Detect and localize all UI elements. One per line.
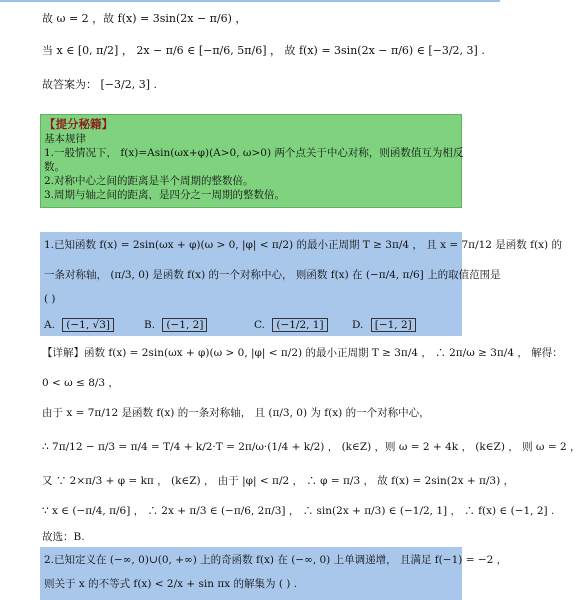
tips-item-3: 3.周期与轴之间的距离，是四分之一周期的整数倍。 [44, 189, 286, 201]
question-1-box [40, 232, 562, 336]
prev-answer-line: 故答案为： [−3/2, 3] . [42, 78, 157, 91]
tips-item-1: 1.一般情况下， f(x)=Asin(ωx+φ)(A>0, ω>0) 两个点关于中心对称，则函数值互为相反 [44, 147, 464, 159]
option-a-value: (−1, √3] [62, 318, 114, 332]
question-1-line-3: ( ) [44, 293, 56, 305]
solution-line-6: ∵ x ∈ (−π/4, π/6] ， ∴ 2x + π/3 ∈ (−π/6, 2π/3] ， ∴ sin(2x + π/3) ∈ (−1/2, 1] ， ∴ f(x) ∈ (−1, 2] . [42, 505, 555, 517]
tips-item-2: 2.对称中心之间的距离是半个周期的整数倍。 [44, 175, 254, 187]
question-1-line-1: 1.已知函数 f(x) = 2sin(ωx + φ)(ω > 0, |φ| < π/2) 的最小正周期 T ≥ 3π/4 ， 且 x = 7π/12 是函数 f(x) 的 [44, 239, 562, 251]
solution-line-2: 0 < ω ≤ 8/3 ， [42, 377, 119, 389]
option-b[interactable] [144, 318, 207, 332]
solution-line-4: ∴ 7π/12 − π/3 = π/4 = T/4 + k/2·T = 2π/ω·(1/4 + k/2) ， (k∈Z) ，则 ω = 2 + 4k ， (k∈Z) ， 则 ω = 2 ， [42, 441, 580, 453]
solution-answer: 故选：B. [42, 531, 85, 543]
option-c[interactable] [254, 318, 328, 332]
solution-line-1: 【详解】函数 f(x) = 2sin(ωx + φ)(ω > 0, |φ| < π/2) 的最小正周期 T ≥ 3π/4 ， ∴ 2π/ω ≥ 3π/4 ， 解得： [42, 347, 563, 359]
solution-line-3: 由于 x = 7π/12 是函数 f(x) 的一条对称轴， 且 (π/3, 0) 为 f(x) 的一个对称中心， [42, 407, 430, 419]
tips-subtitle: 基本规律 [44, 133, 86, 145]
option-a-letter: A. [44, 319, 55, 331]
prev-solution-line-1: 故 ω = 2 ，故 f(x) = 3sin(2x − π/6) ， [42, 12, 247, 25]
question-2-line-2: 则关于 x 的不等式 f(x) < 2/x + sin πx 的解集为 ( ) . [44, 578, 298, 590]
top-divider [0, 0, 500, 2]
option-b-value: (−1, 2] [162, 318, 207, 332]
prev-solution-line-2: 当 x ∈ [0, π/2] ， 2x − π/6 ∈ [−π/6, 5π/6] ， 故 f(x) = 3sin(2x − π/6) ∈ [−3/2, 3] . [42, 44, 485, 57]
option-d-letter: D. [352, 319, 364, 331]
tips-box [40, 114, 462, 208]
option-b-letter: B. [144, 319, 156, 331]
tips-item-1-cont: 数。 [44, 161, 65, 173]
option-d-value: [−1, 2] [371, 318, 416, 332]
option-c-value: (−1/2, 1] [272, 318, 327, 332]
tips-title: 【提分秘籍】 [44, 117, 113, 131]
option-c-letter: C. [254, 319, 265, 331]
option-d[interactable] [352, 318, 416, 332]
question-2-line-1: 2.已知定义在 (−∞, 0)∪(0, +∞) 上的奇函数 f(x) 在 (−∞, 0) 上单调递增， 且满足 f(−1) = −2 ， [44, 554, 508, 566]
question-1-line-2: 一条对称轴， (π/3, 0) 是函数 f(x) 的一个对称中心， 则函数 f(x) 在 (−π/4, π/6] 上的取值范围是 [44, 269, 501, 281]
option-a[interactable] [44, 318, 114, 332]
question-2-box [40, 547, 508, 600]
solution-line-5: 又 ∵ 2×π/3 + φ = kπ ， (k∈Z) ， 由于 |φ| < π/2 ， ∴ φ = π/3 ， 故 f(x) = 2sin(2x + π/3) ， [42, 475, 515, 487]
